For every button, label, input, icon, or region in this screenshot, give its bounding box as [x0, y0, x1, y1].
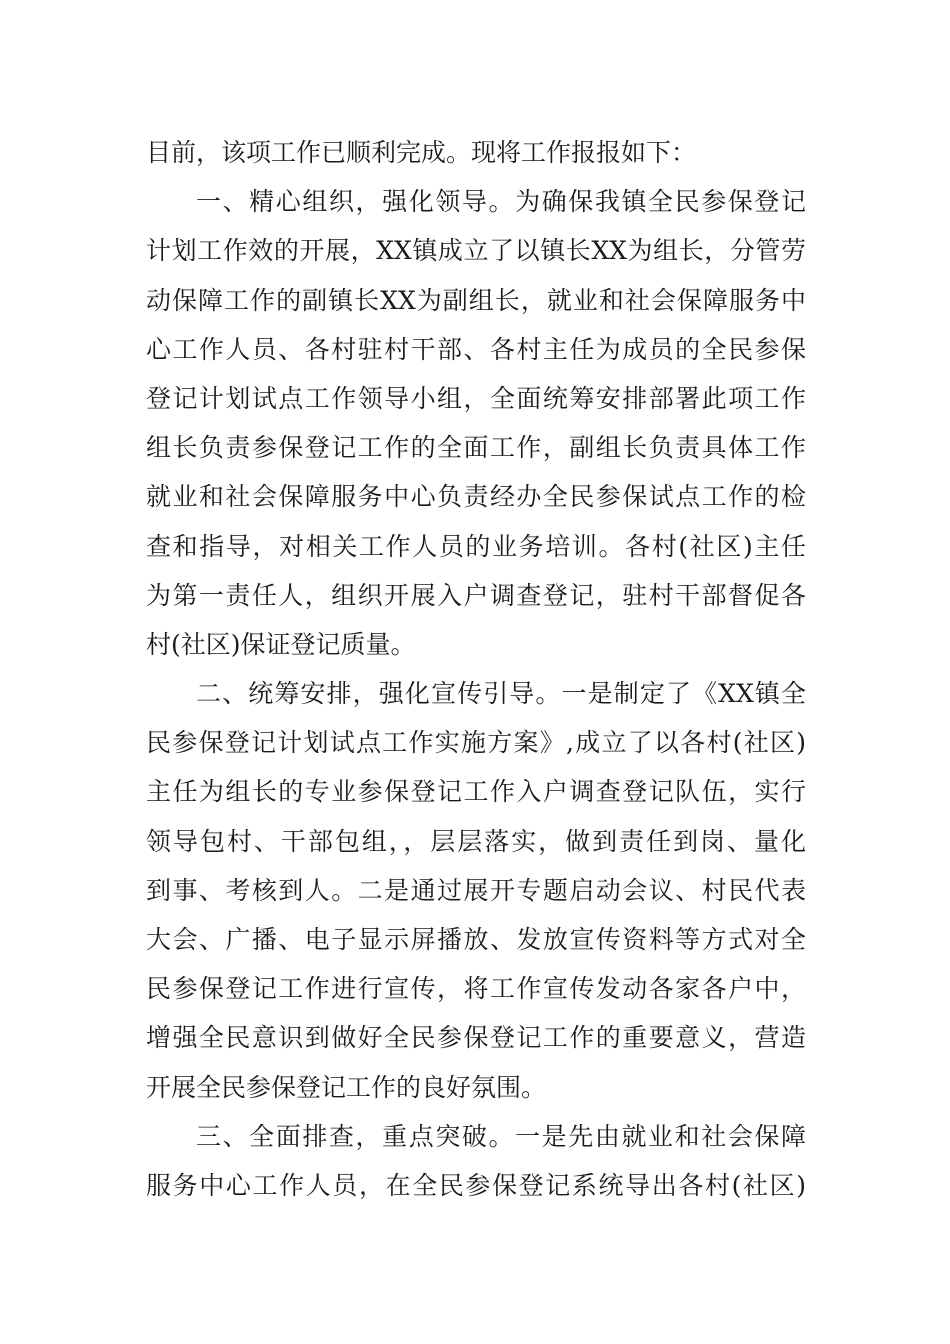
text-line: 为第一责任人，组织开展入户调查登记，驻村干部督促各: [146, 580, 806, 610]
text-line: 心工作人员、各村驻村干部、各村主任为成员的全民参保: [146, 334, 806, 364]
text-line: 到事、考核到人。二是通过展开专题启动会议、村民代表: [146, 875, 806, 905]
text-line: 二、统筹安排，强化宣传引导。一是制定了《XX镇全: [196, 679, 806, 709]
text-line: 村(社区)保证登记质量。: [146, 629, 416, 659]
text-line: 就业和社会保障服务中心负责经办全民参保试点工作的检: [146, 482, 806, 512]
text-line: 计划工作效的开展，XX镇成立了以镇长XX为组长，分管劳: [146, 236, 806, 266]
text-line: 三、全面排查，重点突破。一是先由就业和社会保障: [196, 1121, 806, 1151]
text-line: 增强全民意识到做好全民参保登记工作的重要意义，营造: [146, 1023, 806, 1053]
text-line: 动保障工作的副镇长XX为副组长，就业和社会保障服务中: [146, 285, 806, 315]
text-line: 大会、广播、电子显示屏播放、发放宣传资料等方式对全: [146, 925, 806, 954]
text-line: 登记计划试点工作领导小组，全面统筹安排部署此项工作: [146, 383, 806, 413]
text-line: 主任为组长的专业参保登记工作入户调查登记队伍，实行: [146, 777, 806, 807]
text-line: 组长负责参保登记工作的全面工作，副组长负责具体工作: [146, 433, 806, 463]
text-line: 领导包村、干部包组，，层层落实，做到责任到岗、量化: [146, 826, 806, 856]
text-line: 目前，该项工作已顺利完成。现将工作报报如下：: [146, 138, 697, 167]
document-body: [146, 128, 806, 1210]
text-line: 民参保登记工作进行宣传，将工作宣传发动各家各户中，: [146, 974, 806, 1004]
text-line: 服务中心工作人员，在全民参保登记系统导出各村(社区): [146, 1170, 806, 1200]
text-line: 开展全民参保登记工作的良好氛围。: [146, 1072, 547, 1102]
text-line: 查和指导，对相关工作人员的业务培训。各村(社区)主任: [146, 531, 806, 561]
text-line: 一、精心组织，强化领导。为确保我镇全民参保登记: [196, 187, 806, 217]
text-line: 民参保登记计划试点工作实施方案》,成立了以各村(社区): [146, 728, 806, 758]
